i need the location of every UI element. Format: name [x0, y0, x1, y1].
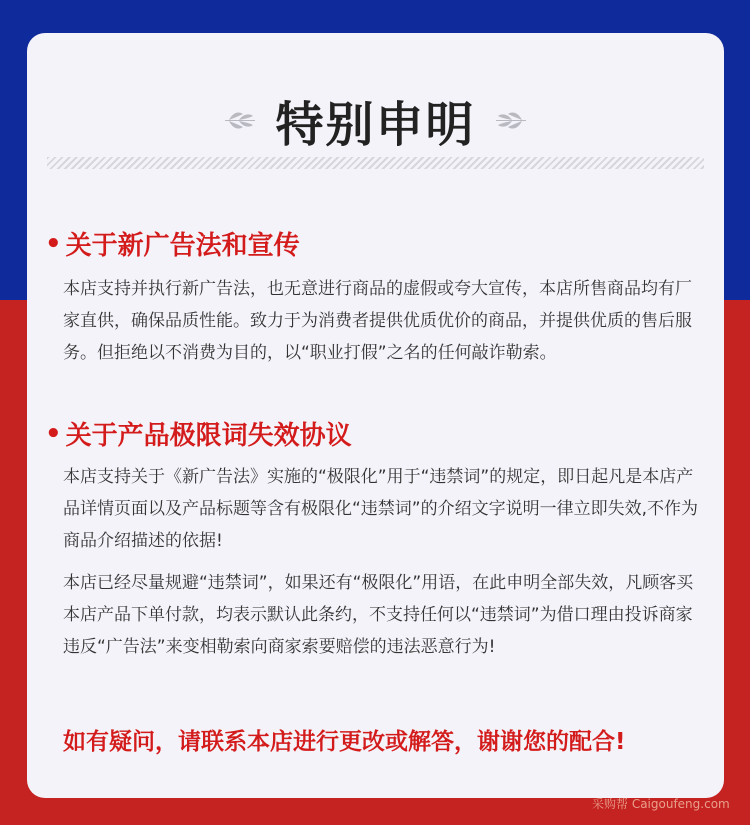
paragraph-extreme-words-2: 本店已经尽量规避“违禁词”，如果还有“极限化”用语，在此申明全部失效，凡顾客买本店产品下单付款，均表示默认此条约，不支持任何以“违禁词”为借口理由投诉商家违反“广告法”来变相勒索向商家索要赔偿的违法恶意行为! [63, 573, 694, 657]
paragraph-advertising-law: 本店支持并执行新广告法，也无意进行商品的虚假或夸大宣传，本店所售商品均有厂家直供，确保品质性能。致力于为消费者提供优质优价的商品，并提供优质的售后服务。但拒绝以不消费为目的，以“职业打假”之名的任何敲诈勒索。 [63, 279, 692, 363]
section-heading-text: 关于产品极限词失效协议 [65, 421, 352, 451]
page-title: 特别申明 [275, 96, 476, 153]
section-heading-advertising-law [45, 225, 300, 262]
paragraph-extreme-words-1: 本店支持关于《新广告法》实施的“极限化”用于“违禁词”的规定，即日起凡是本店产品详情页面以及产品标题等含有极限化“违禁词”的介绍文字说明一律立即失效,不作为商品介绍描述的依据! [63, 467, 699, 551]
left-sprig-icon [225, 108, 255, 132]
statement-card [27, 33, 724, 798]
right-sprig-icon [496, 108, 526, 132]
closing-statement: 如有疑问，请联系本店进行更改或解答，谢谢您的配合! [63, 729, 626, 755]
bullet-dot-icon: • [45, 418, 62, 449]
title-row [27, 85, 724, 155]
section-heading-extreme-words [45, 415, 352, 452]
section-heading-text: 关于新广告法和宣传 [65, 231, 300, 261]
bullet-dot-icon: • [45, 228, 62, 259]
watermark: 采购帮 Caigoufeng.com [592, 797, 730, 811]
hatched-divider [47, 157, 704, 169]
